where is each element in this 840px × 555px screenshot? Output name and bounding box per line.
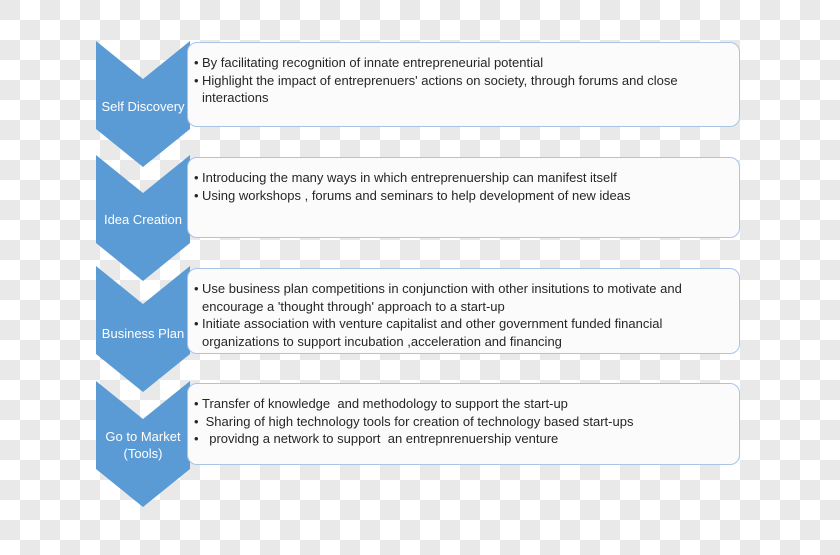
bullet-item: • Use business plan competitions in conjunction with other insitutions to motivate and encourage a 'thought through' approach to a start-up xyxy=(194,280,729,315)
step-label-go-to-market: Go to Market (Tools) xyxy=(105,429,181,461)
step-detail-box xyxy=(187,42,740,127)
step-label-idea-creation: Idea Creation xyxy=(103,212,183,227)
bullet-item: • Initiate association with venture capitalist and other government funded financial organizations to support incubation ,acceleration and financing xyxy=(194,315,729,350)
bullet-item: • Transfer of knowledge and methodology to support the start-up xyxy=(194,395,729,413)
bullet-item: • By facilitating recognition of innate entrepreneurial potential xyxy=(194,54,729,72)
step-label-self-discovery: Self Discovery xyxy=(101,99,185,114)
bullet-item: • Using workshops , forums and seminars to help development of new ideas xyxy=(194,187,729,205)
step-label-business-plan: Business Plan xyxy=(101,326,185,341)
bullet-item: • Sharing of high technology tools for creation of technology based start-ups xyxy=(194,413,729,431)
bullet-item: • Highlight the impact of entreprenuers' actions on society, through forums and close interactions xyxy=(194,72,729,107)
bullet-item: • Introducing the many ways in which entreprenuership can manifest itself xyxy=(194,169,729,187)
step-detail-box xyxy=(187,383,740,465)
step-detail-box xyxy=(187,157,740,238)
bullet-item: • providng a network to support an entrepnrenuership venture xyxy=(194,430,729,448)
step-detail-box xyxy=(187,268,740,354)
